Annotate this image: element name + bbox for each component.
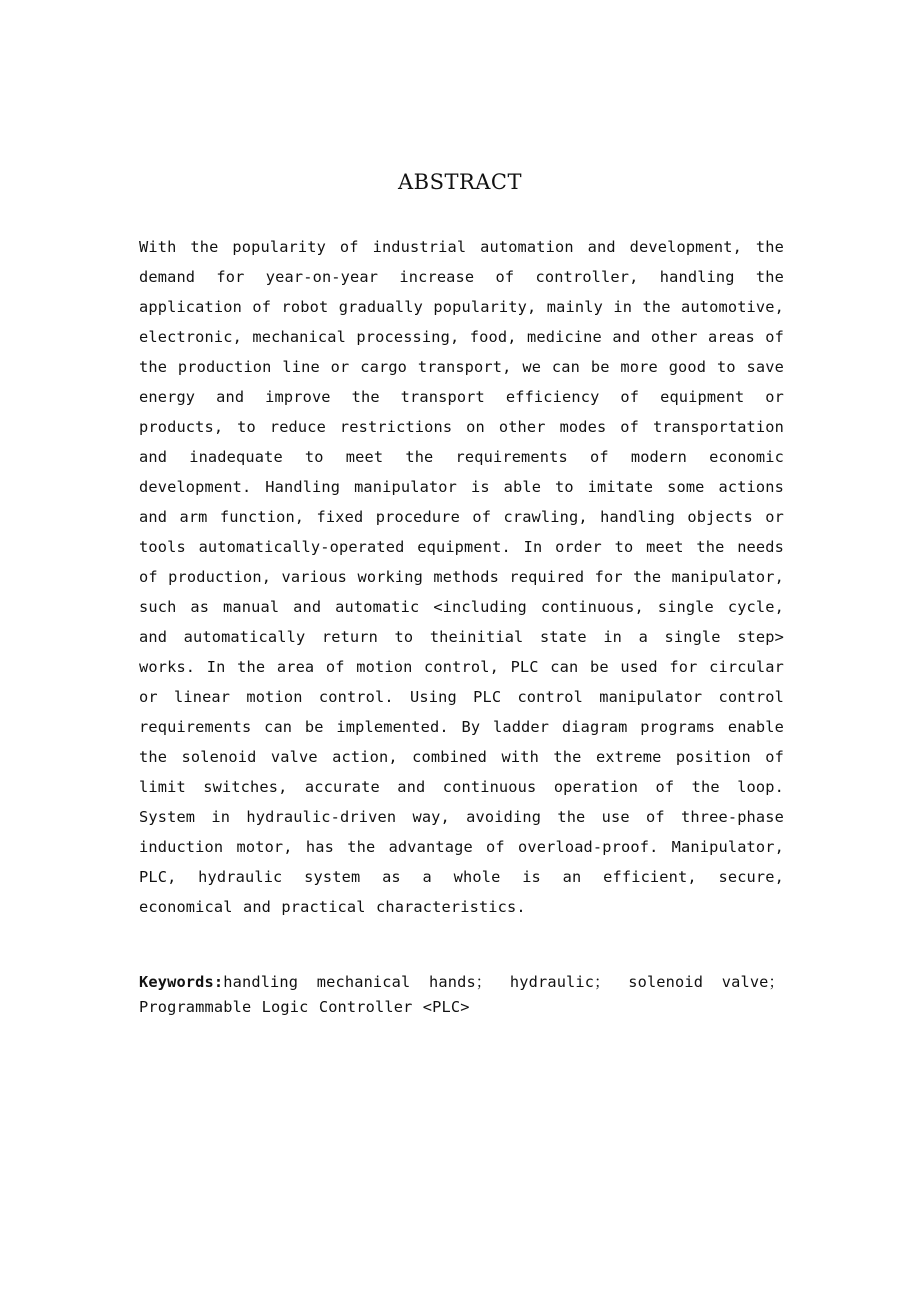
abstract-title: ABSTRACT: [397, 170, 523, 194]
abstract-paragraph: With the popularity of industrial automation and development, the demand for year-on-year increase of controller, handling the application of robot gradually popularity, mainly in the automotive, electronic, mechanical processing, food, medicine and other areas of the production line or cargo transport, we can be more good to save energy and improve the transport efficiency of equipment or products, to reduce restrictions on other modes of transportation and inadequate to meet the requirements of modern economic development. Handling manipulator is able to imitate some actions and arm function, fixed procedure of crawling, handling objects or tools automatically-operated equipment. In order to meet the needs of production, various working methods required for the manipulator, such as manual and automatic <including continuous, single cycle, and automatically return to theinitial state in a single step> works. In the area of motion control, PLC can be used for circular or linear motion control. Using PLC control manipulator control requirements can be implemented. By ladder diagram programs enable the solenoid valve action, combined with the extreme position of limit switches, accurate and continuous operation of the loop. System in hydraulic-driven way, avoiding the use of three-phase induction motor, has the advantage of overload-proof. Manipulator, PLC, hydraulic system as a whole is an efficient, secure, economical and practical characteristics.: [139, 238, 784, 916]
keywords-label: Keywords:: [139, 973, 224, 991]
keywords-line: [139, 970, 784, 1020]
keywords-text: handling mechanical hands； hydraulic； solenoid valve； Programmable Logic Controller <PLC>: [139, 973, 784, 1016]
